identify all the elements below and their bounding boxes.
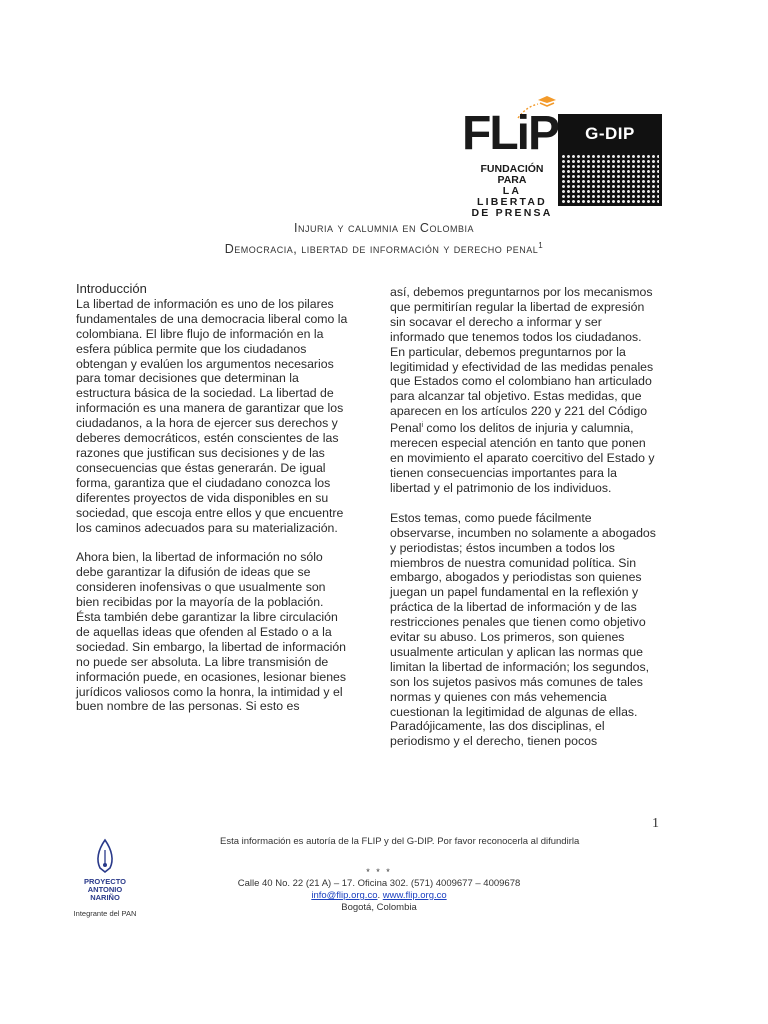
pan-logo	[70, 838, 140, 920]
paragraph: La libertad de información es uno de los pilares fundamentales de una democracia liberal como la colombiana. El libre flujo de información en la esfera pública permite que los ciudadanos obtengan y evalúen los argumentos necesarios para tomar decisiones que determinan la estructura básica de la sociedad. La libertad de información es una manera de garantizar que los ciudadanos, a la hora de ejercer sus derechos y deberes democráticos, estén conscientes de las razones que justifican sus decisiones y de las consecuencias que éstas generarán. De igual forma, garantiza que el ciudadano conozca los diferentes proyectos de vida disponibles en su sociedad, que escoja entre ellos y que encuentre los caminos adecuados para su materialización.	[76, 296, 348, 535]
flip-logo	[462, 90, 558, 219]
flip-subtitle-line3: DE PRENSA	[471, 207, 553, 219]
flip-subtitle-line1: FUNDACIÓN PARA	[480, 163, 544, 186]
website-link[interactable]: www.flip.org.co	[382, 890, 447, 901]
paragraph	[390, 285, 656, 496]
flip-subtitle-line2: LA LIBERTAD	[477, 185, 547, 208]
pan-name-line1: PROYECTO	[84, 877, 126, 886]
email-link[interactable]: info@flip.org.co	[311, 890, 378, 901]
authorship-note: Esta información es autoría de la FLIP y del G-DIP. Por favor reconocerla al difundirla	[220, 836, 580, 847]
pan-name-line2: ANTONIO	[87, 885, 123, 894]
pan-member-label: Integrante del PAN	[73, 909, 137, 918]
postal-address: Calle 40 No. 22 (21 A) – 17. Oficina 302. (571) 4009677 – 4009678	[237, 878, 521, 889]
flip-wordmark: FLiP	[462, 107, 558, 160]
flip-subtitle	[466, 164, 558, 219]
title-footnote-mark: 1	[538, 241, 544, 250]
paragraph: Ahora bien, la libertad de información no sólo debe garantizar la difusión de ideas que se consideren inofensivas o que usualmente son bien recibidas por la mayoría de la población. Ésta también debe garantizar la libre circulación de aquellas ideas que ofenden al Estado o a la sociedad. Sin embargo, la libertad de información no puede ser absoluta. La libre transmisión de información puede, en ocasiones, lesionar bienes jurídicos valiosos como la honra, la intimidad y el buen nombre de las personas. Si esto es	[76, 550, 347, 714]
endnote-mark[interactable]: i	[421, 422, 424, 430]
gdip-dot-pattern	[561, 154, 659, 203]
contact-block	[220, 866, 538, 914]
web-contacts	[220, 890, 538, 902]
paragraph-text: como los delitos de injuria y calumnia, merecen especial atención en tanto que ponen en movimiento el aparato coercitivo del Estado y tienen consecuencias importantes para la libertad y el patrimonio de los individuos.	[390, 421, 655, 495]
paragraph: Estos temas, como puede fácilmente observarse, incumben no solamente a abogados y periodistas; éstos incumben a todos los miembros de nuestra comunidad política. Sin embargo, abogados y periodistas son quienes juegan un papel fundamental en la reflexión y práctica de la libertad de información y de las restricciones penales que tienen como objetivo evitar su abuso. Los primeros, son quienes usualmente articulan y aplican las normas que limitan la libertad de información; los segundos, son los sujetos pasivos más comunes de tales normas y quienes con más vehemencia cuestionan la legitimidad de algunas de ellas. Paradójicamente, las dos disciplinas, el periodismo y el derecho, tienen pocos	[390, 510, 656, 749]
pan-name	[70, 878, 140, 902]
paragraph-text: así, debemos preguntarnos por los mecanismos que permitirían regular la libertad de expresión sin socavar el derecho a informar y ser informado que tenemos todos los ciudadanos. En particular, debemos preguntarnos por la legitimidad y efectividad de las medidas penales que Estados como el colombiano han articulado para alcanzar tal objetivo. Estas medidas, que aparecen en los artículos 220 y 221 del Código Penal	[390, 285, 654, 436]
left-column	[76, 282, 348, 714]
separator-stars: * * *	[366, 867, 392, 877]
pen-nib-icon	[92, 838, 118, 878]
section-heading: Introducción	[76, 281, 147, 296]
city: Bogotá, Colombia	[341, 902, 417, 913]
page-number: 1	[652, 816, 659, 831]
pan-name-line3: NARIÑO	[90, 893, 120, 902]
title-line-2	[0, 237, 768, 258]
document-title	[0, 220, 768, 258]
title-line-2-text: Democracia, libertad de información y derecho penal	[224, 242, 539, 257]
gdip-wordmark: G-DIP	[585, 124, 635, 143]
title-line-1: Injuria y calumnia en Colombia	[294, 221, 474, 235]
gdip-logo	[558, 114, 662, 206]
right-column	[390, 285, 656, 749]
link-separator: .	[377, 890, 383, 901]
